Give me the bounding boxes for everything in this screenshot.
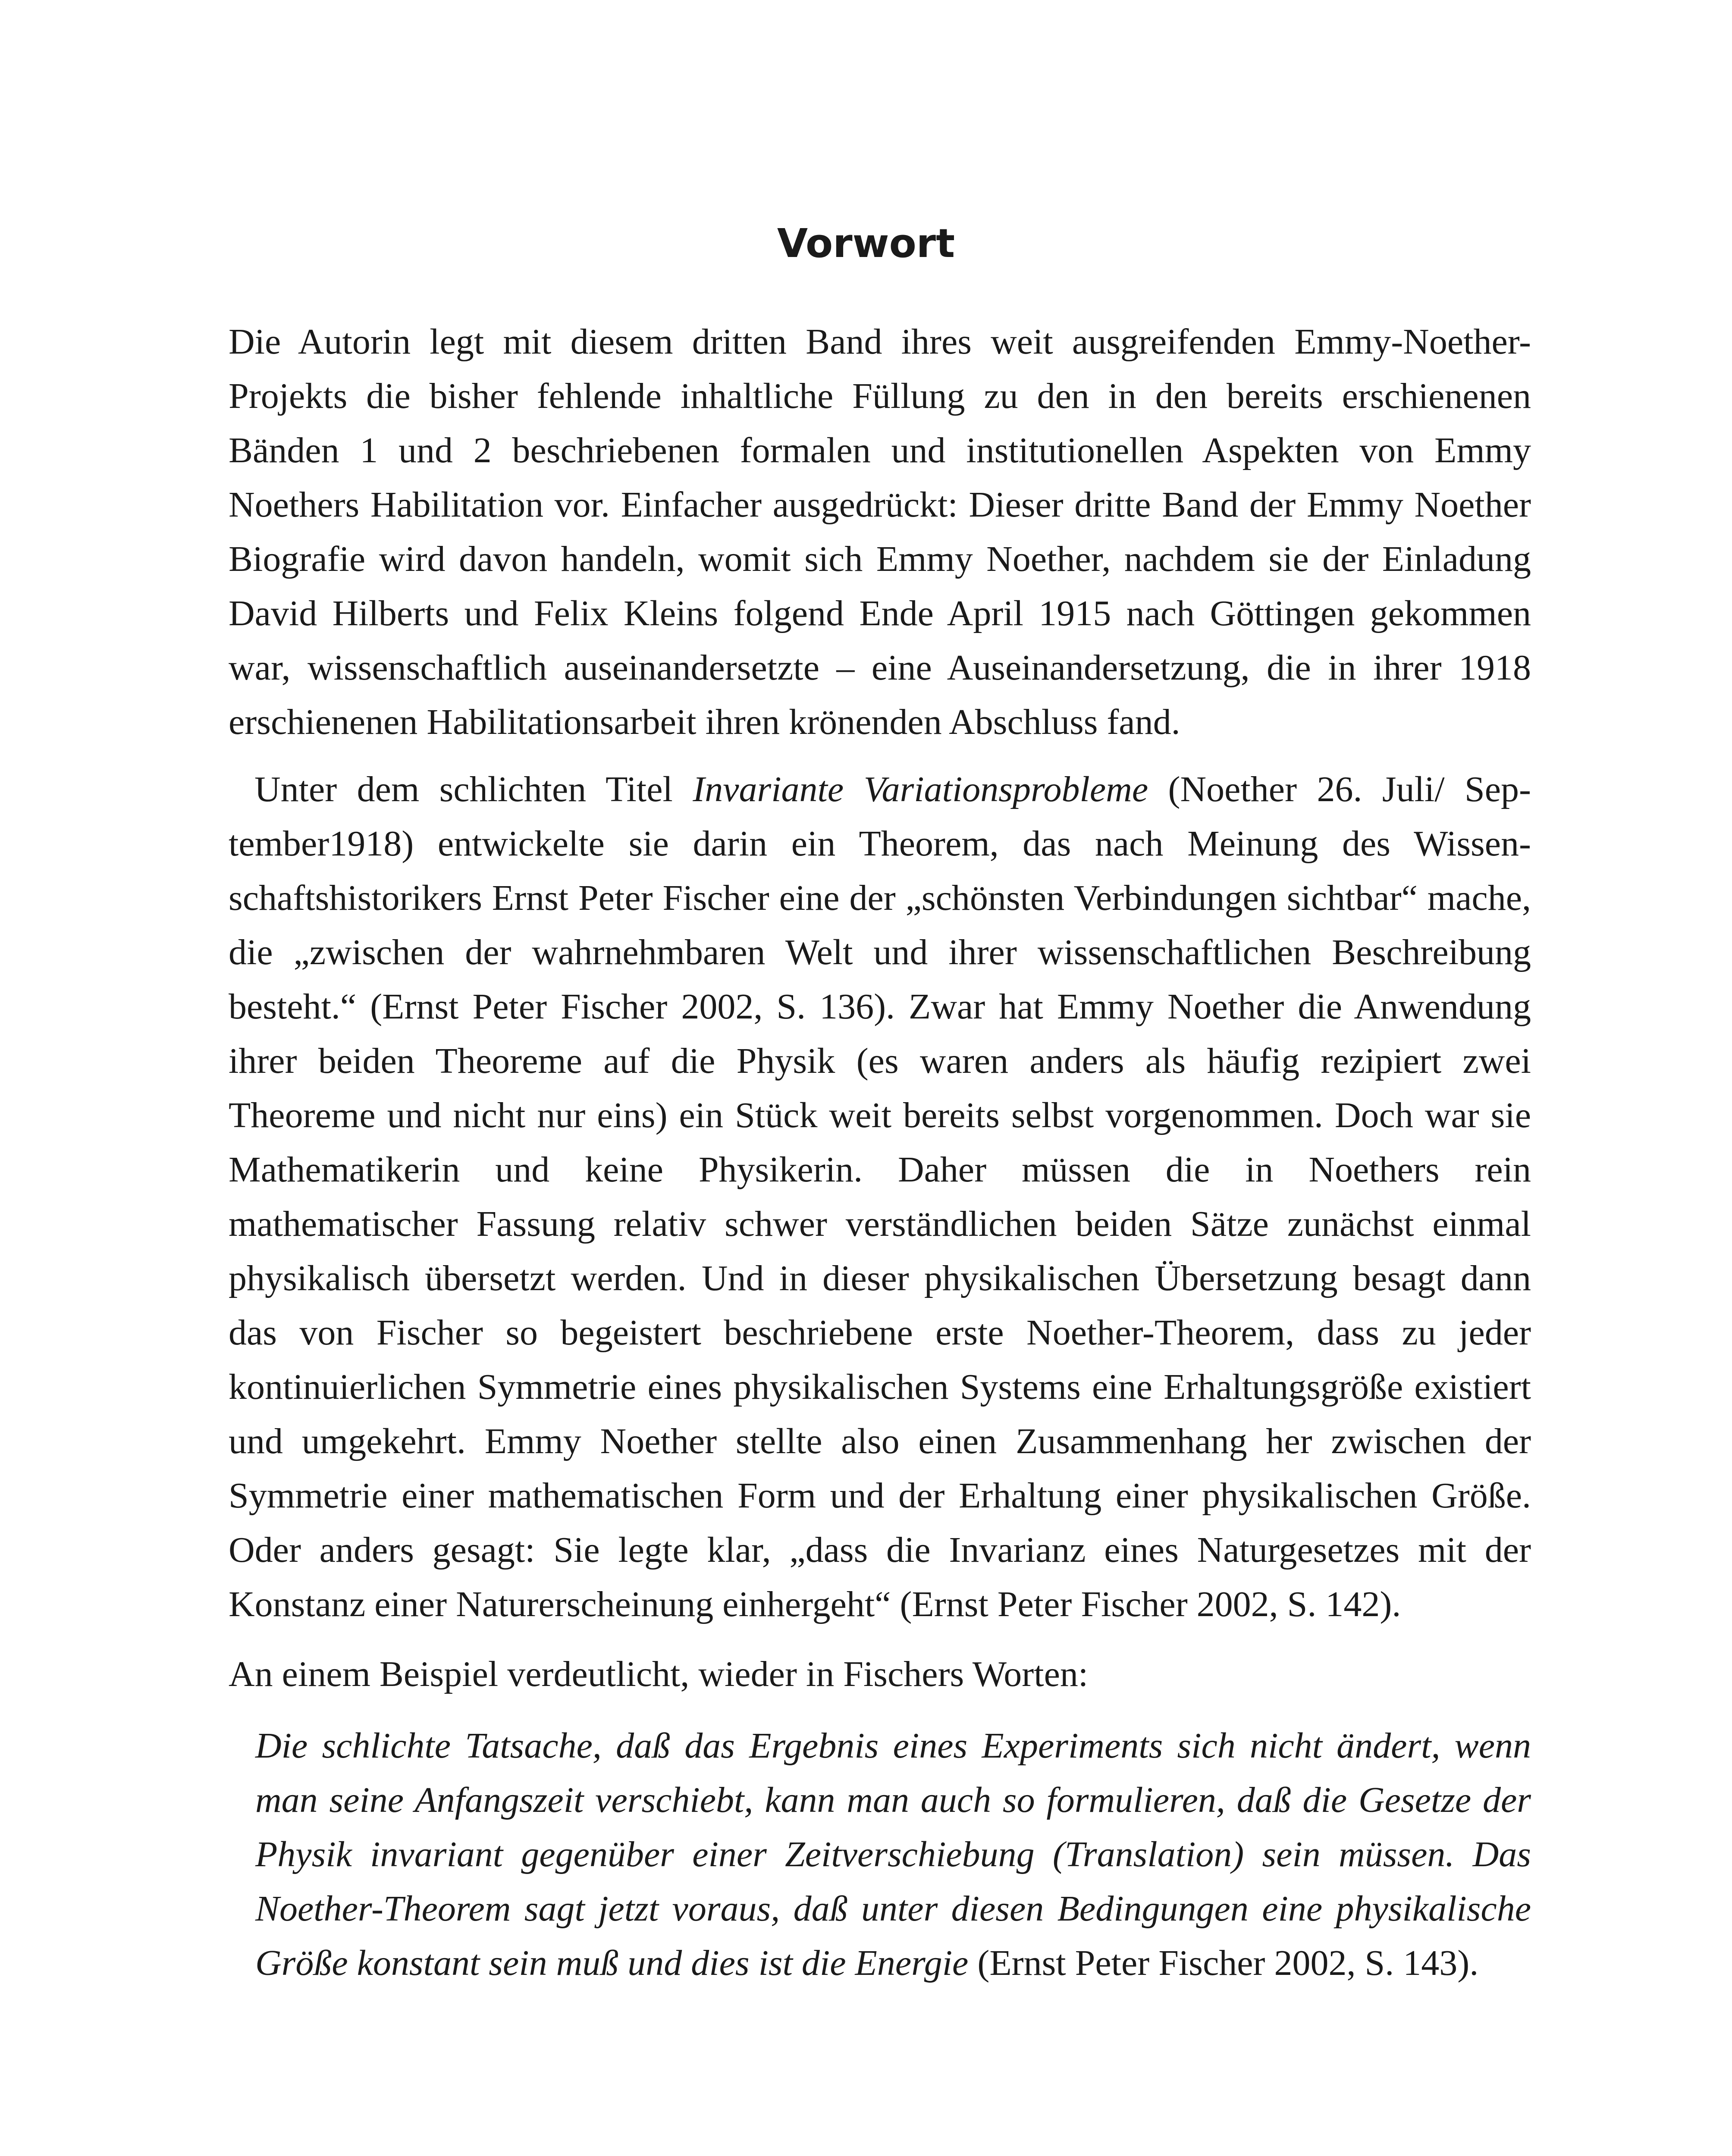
- block-quote: [255, 1719, 1531, 1990]
- paragraph-2: [229, 762, 1531, 1632]
- quote-text: Die schlichte Tatsache, daß das Ergebnis eines Experiments sich nicht ändert, wenn man seine Anfangszeit verschiebt, kann man auch so formulieren, daß die Gesetze der Physik invariant gegenüber einer Zeitverschiebung (Translation) sein müssen. Das Noether-Theorem sagt jetzt voraus, daß unter diesen Bedingungen eine physikalische Größe konstant sein muß und dies ist die Energie: [255, 1726, 1531, 1983]
- quote-citation: (Ernst Peter Fischer 2002, S. 143).: [968, 1943, 1479, 1983]
- paragraph-2-rest: (Noether 26. Juli/ September1918) entwickelte sie darin ein Theorem, das nach Meinung des Wissenschaftshistorikers Ernst Peter Fischer eine der „schönsten Verbindungen sichtbar“ mache, die „zwischen der wahrnehmbaren Welt und ihrer wissenschaftlichen Beschreibung besteht.“ (Ernst Peter Fischer 2002, S. 136). Zwar hat Emmy Noether die Anwendung ihrer beiden Theoreme auf die Physik (es waren anders als häufig rezipiert zwei Theoreme und nicht nur eins) ein Stück weit bereits selbst vorgenommen. Doch war sie Mathematikerin und keine Physikerin. Daher müssen die in Noethers rein mathematischer Fassung relativ schwer verständlichen beiden Sätze zunächst einmal physikalisch übersetzt werden. Und in dieser physikalischen Übersetzung besagt dann das von Fischer so begeistert beschriebene erste Noether-Theorem, dass zu jeder kontinuierlichen Symmetrie eines physikalischen Systems eine Erhaltungsgröße existiert und umgekehrt. Emmy Noether stellte also einen Zusammenhang her zwischen der Symmetrie einer mathematischen Form und der Erhaltung einer physikalischen Größe. Oder anders gesagt: Sie legte klar, „dass die Invarianz eines Naturgesetzes mit der Konstanz einer Naturerscheinung einhergeht“ (Ernst Peter Fischer 2002, S. 142).: [229, 769, 1531, 1624]
- paragraph-3: An einem Beispiel verdeutlicht, wieder in Fischers Worten:: [229, 1654, 1089, 1694]
- page-title: Vorwort: [777, 220, 955, 266]
- paragraph-1: Die Autorin legt mit diesem dritten Band ihres weit ausgreifenden Emmy-Noether-Projekts die bisher fehlende inhaltliche Füllung zu den in den bereits erschienenen Bänden 1 und 2 beschriebenen formalen und institutionellen Aspekten von Emmy Noethers Habilitation vor. Einfacher ausgedrückt: Dieser dritte Band der Emmy Noether Biografie wird davon handeln, womit sich Emmy Noether, nachdem sie der Einladung David Hilberts und Felix Kleins folgend Ende April 1915 nach Göttingen gekommen war, wissenschaftlich auseinandersetzte – eine Auseinandersetzung, die in ihrer 1918 erschienenen Habilitationsarbeit ihren krönenden Abschluss fand.: [229, 322, 1531, 742]
- paragraph-2-lead: Unter dem schlichten Titel: [254, 769, 693, 809]
- work-title: Invariante Variationsprobleme: [693, 769, 1148, 809]
- body-text: [229, 315, 1531, 1990]
